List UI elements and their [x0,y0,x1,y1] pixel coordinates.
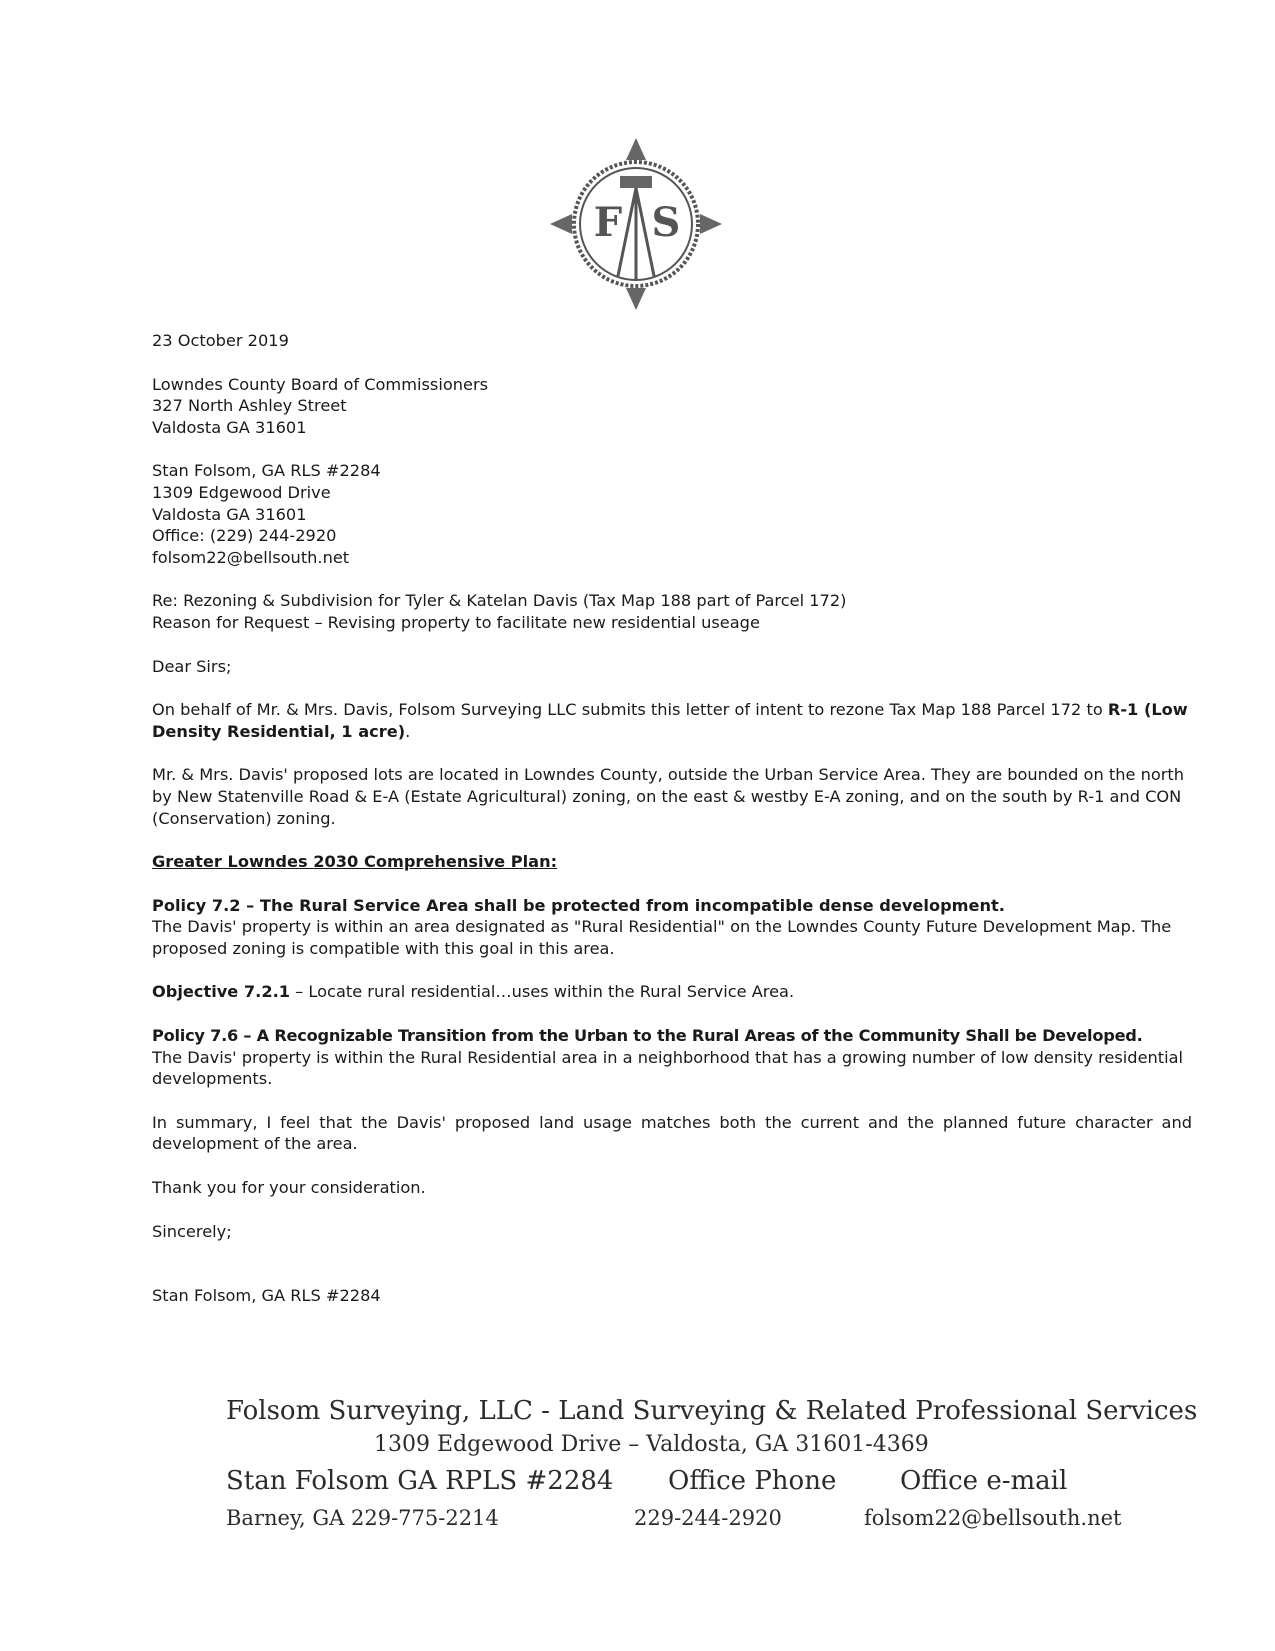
footer-col-heading: Stan Folsom GA RPLS #2284 [226,1466,614,1496]
footer-col-heading: Office Phone [668,1466,837,1496]
recipient-line: Lowndes County Board of Commissioners [152,374,489,394]
intro-end: . [405,721,411,741]
footer-col-value: Barney, GA 229-775-2214 [226,1506,499,1530]
recipient-line: Valdosta GA 31601 [152,417,307,437]
plan-heading: Greater Lowndes 2030 Comprehensive Plan: [152,852,558,872]
objective-text: – Locate rural residential…uses within the Rural Service Area. [290,982,795,1002]
footer-col-heading: Office e-mail [900,1466,1068,1496]
letter-body [152,330,1192,1307]
closing: Sincerely; [152,1221,232,1241]
footer-address-line: 1309 Edgewood Drive – Valdosta, GA 31601-4369 [374,1432,929,1457]
sender-line: Stan Folsom, GA RLS #2284 [152,461,381,481]
re-line: Re: Rezoning & Subdivision for Tyler & Katelan Davis (Tax Map 188 part of Parcel 172) [152,591,847,611]
policy-heading: Policy 7.6 – A Recognizable Transition from the Urban to the Rural Areas of the Community Shall be Developed. [152,1026,1143,1046]
objective-label: Objective 7.2.1 [152,982,291,1002]
policy-7-6 [152,1025,1192,1090]
thanks-line: Thank you for your consideration. [152,1178,426,1198]
footer-company-line: Folsom Surveying, LLC - Land Surveying & Related Professional Services [226,1396,1198,1426]
footer-col-phone [634,1466,837,1530]
compass-tripod-logo-icon [548,136,724,312]
sender-address [152,460,1192,568]
recipient-address [152,374,1192,439]
subject-block [152,590,1192,633]
company-logo [548,136,724,312]
svg-text:F: F [593,199,623,246]
policy-heading: Policy 7.2 – The Rural Service Area shall be protected from incompatible dense development. [152,895,1005,915]
sender-line: Valdosta GA 31601 [152,504,307,524]
policy-body: The Davis' property is within the Rural Residential area in a neighborhood that has a growing number of low density residential developments. [152,1047,1184,1089]
recipient-line: 327 North Ashley Street [152,396,347,416]
objective-7-2-1 [152,981,1192,1003]
intro-zoning-bold: R-1 (Low Density Residential, 1 acre) [152,700,1188,741]
footer-col-email [864,1466,1122,1530]
sender-line: Office: (229) 244-2920 [152,526,337,546]
sender-line: 1309 Edgewood Drive [152,482,331,502]
policy-body: The Davis' property is within an area designated as "Rural Residential" on the Lowndes County Future Development Map. The proposed zoning is compatible with this goal in this area. [152,917,1172,958]
svg-text:S: S [651,199,681,246]
letter-date: 23 October 2019 [152,331,289,350]
signature-name: Stan Folsom, GA RLS #2284 [152,1286,381,1306]
reason-line: Reason for Request – Revising property to facilitate new residential useage [152,612,760,632]
location-paragraph: Mr. & Mrs. Davis' proposed lots are located in Lowndes County, outside the Urban Service Area. They are bounded on the north by New Statenville Road & E-A (Estate Agricultural) zoning, on the east & westby E-A zoning, and on the south by R-1 and CON (Conservation) zoning. [152,765,1184,828]
intro-paragraph [152,699,1192,742]
footer-col-value: folsom22@bellsouth.net [864,1506,1122,1530]
summary-paragraph: In summary, I feel that the Davis' proposed land usage matches both the current and the planned future character and development of the area. [152,1112,1192,1154]
policy-7-2 [152,895,1192,960]
footer-col-surveyor [226,1466,613,1530]
intro-text: On behalf of Mr. & Mrs. Davis, Folsom Surveying LLC submits this letter of intent to rezone Tax Map 188 Parcel 172 to [152,700,1108,720]
salutation: Dear Sirs; [152,656,232,676]
sender-line: folsom22@bellsouth.net [152,547,350,567]
footer-col-value: 229-244-2920 [634,1506,782,1530]
